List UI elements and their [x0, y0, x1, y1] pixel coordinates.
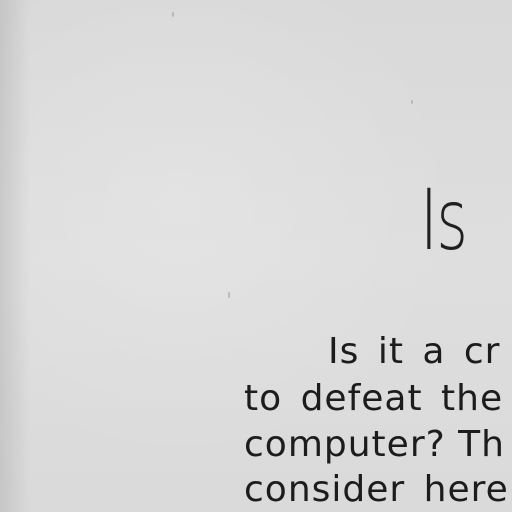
paper-speck — [411, 100, 413, 104]
paper-speck — [172, 12, 174, 17]
paper-speck — [228, 292, 230, 298]
page-edge-shadow — [0, 0, 30, 512]
body-text-line-3: computer? Th — [244, 424, 505, 465]
body-text-line-1: Is it a cr — [328, 331, 501, 372]
body-text-line-4: consider here — [244, 469, 509, 510]
body-text-line-2: to defeat the — [244, 378, 504, 419]
article-title: Is — [420, 171, 467, 269]
